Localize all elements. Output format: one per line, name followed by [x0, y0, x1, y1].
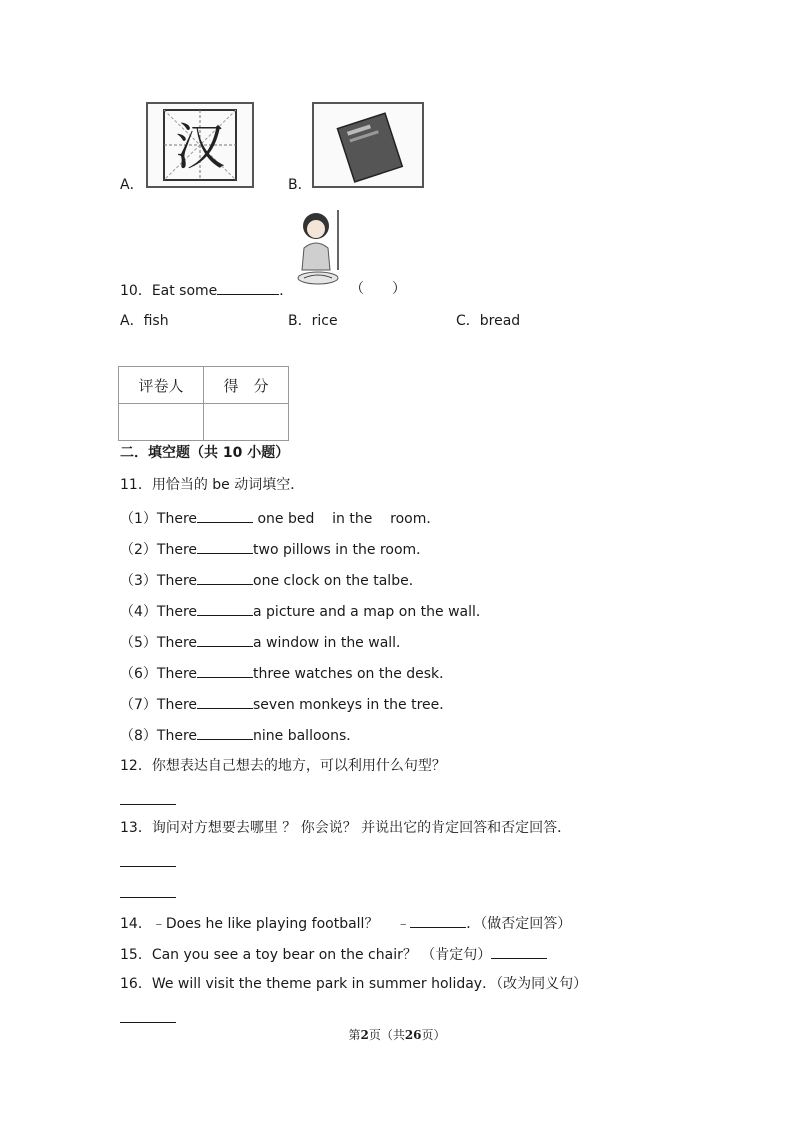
- q10-option-c: C．bread: [456, 313, 521, 329]
- q10-girl-eating-image: [294, 208, 342, 290]
- score-table-grader-header: 评卷人: [119, 367, 204, 404]
- footer-total-pages: 26: [404, 1028, 422, 1042]
- q11-item-1-blank[interactable]: [197, 508, 253, 523]
- q14-text: [120, 913, 571, 933]
- q11-item-6-rest: three watches on the desk．: [253, 666, 454, 682]
- q15-answer-blank[interactable]: [491, 944, 547, 959]
- q11-item-2-blank[interactable]: [197, 539, 253, 554]
- q11-item-2-prefix: （2）There: [120, 542, 198, 558]
- q11-item-7: [120, 694, 453, 714]
- q11-item-3: [120, 570, 423, 590]
- q9-option-a-character: 汉: [175, 118, 225, 176]
- q14-answer-blank[interactable]: [410, 913, 466, 928]
- q16-answer-blank[interactable]: [120, 1008, 176, 1023]
- q11-item-6-blank[interactable]: [197, 663, 253, 678]
- girl-eating-icon: [294, 208, 342, 290]
- q11-item-5: [120, 632, 410, 652]
- q11-item-7-blank[interactable]: [197, 694, 253, 709]
- q10-option-b: B．rice: [288, 313, 338, 329]
- q11-item-6: [120, 663, 453, 683]
- q11-item-8-blank[interactable]: [197, 725, 253, 740]
- q12-title: 12．你想表达自己想去的地方，可以利用什么句型？: [120, 758, 446, 774]
- q11-item-4: [120, 601, 490, 621]
- q14-prefix: 14．﹣Does he like playing football？ ﹣: [120, 916, 411, 932]
- q11-item-7-prefix: （7）There: [120, 697, 198, 713]
- score-table-grader-cell[interactable]: [119, 404, 204, 441]
- q10-option-a: A．fish: [120, 313, 169, 329]
- q16-title: 16．We will visit the theme park in summer holiday．（改为同义句）: [120, 976, 588, 992]
- q9-option-a-image: [146, 102, 254, 188]
- q11-item-4-rest: a picture and a map on the wall．: [253, 604, 490, 620]
- book-icon: [314, 104, 422, 186]
- q12-answer-blank[interactable]: [120, 790, 176, 805]
- chinese-character-grid-icon: [148, 104, 252, 186]
- q9-option-a-label: A．: [120, 177, 144, 193]
- q9-option-b-label: B．: [288, 177, 312, 193]
- page-footer: [0, 1026, 794, 1043]
- q15-text: [120, 944, 547, 964]
- q11-item-3-rest: one clock on the talbe．: [253, 573, 423, 589]
- q14-suffix: ．（做否定回答）: [466, 916, 572, 932]
- q11-item-3-prefix: （3）There: [120, 573, 198, 589]
- q11-item-8-rest: nine balloons．: [253, 728, 361, 744]
- q11-item-5-rest: a window in the wall．: [253, 635, 411, 651]
- q11-item-1-rest: one bed in the room．: [253, 511, 441, 527]
- q11-item-4-prefix: （4）There: [120, 604, 198, 620]
- q15-prompt: 15．Can you see a toy bear on the chair？ （肯定句）: [120, 947, 492, 963]
- footer-mid: 页（共: [368, 1028, 405, 1042]
- footer-page-number: 2: [360, 1028, 369, 1042]
- q10-answer-blank[interactable]: [217, 280, 279, 295]
- score-table-score-cell[interactable]: [204, 404, 289, 441]
- q13-answer-blank-1[interactable]: [120, 852, 176, 867]
- q10-prefix: 10．Eat some: [120, 283, 218, 299]
- q13-answer-blank-2[interactable]: [120, 883, 176, 898]
- footer-pre: 第: [348, 1028, 361, 1042]
- q11-item-1: [120, 508, 440, 528]
- q11-item-6-prefix: （6）There: [120, 666, 198, 682]
- q11-item-4-blank[interactable]: [197, 601, 253, 616]
- q11-item-3-blank[interactable]: [197, 570, 253, 585]
- q11-item-5-prefix: （5）There: [120, 635, 198, 651]
- score-table: [118, 366, 289, 441]
- q11-item-1-prefix: （1）There: [120, 511, 198, 527]
- q11-item-8-prefix: （8）There: [120, 728, 198, 744]
- q9-option-b-image: [312, 102, 424, 188]
- score-table-score-header: 得 分: [204, 367, 289, 404]
- q11-item-7-rest: seven monkeys in the tree．: [253, 697, 454, 713]
- q11-item-2: [120, 539, 430, 559]
- q13-title: 13．询问对方想要去哪里 ？ 你会说？ 并说出它的肯定回答和否定回答．: [120, 820, 572, 836]
- footer-post: 页）: [421, 1028, 446, 1042]
- q11-title: 11．用恰当的 be 动词填空．: [120, 477, 305, 493]
- q11-item-8: [120, 725, 360, 745]
- q10-suffix: ．: [279, 283, 294, 299]
- q10-text: [120, 280, 293, 300]
- section-2-title: 二．填空题（共 10 小题）: [120, 445, 290, 461]
- q11-item-2-rest: two pillows in the room．: [253, 542, 431, 558]
- q11-item-5-blank[interactable]: [197, 632, 253, 647]
- q10-answer-paren: （ ）: [350, 281, 406, 297]
